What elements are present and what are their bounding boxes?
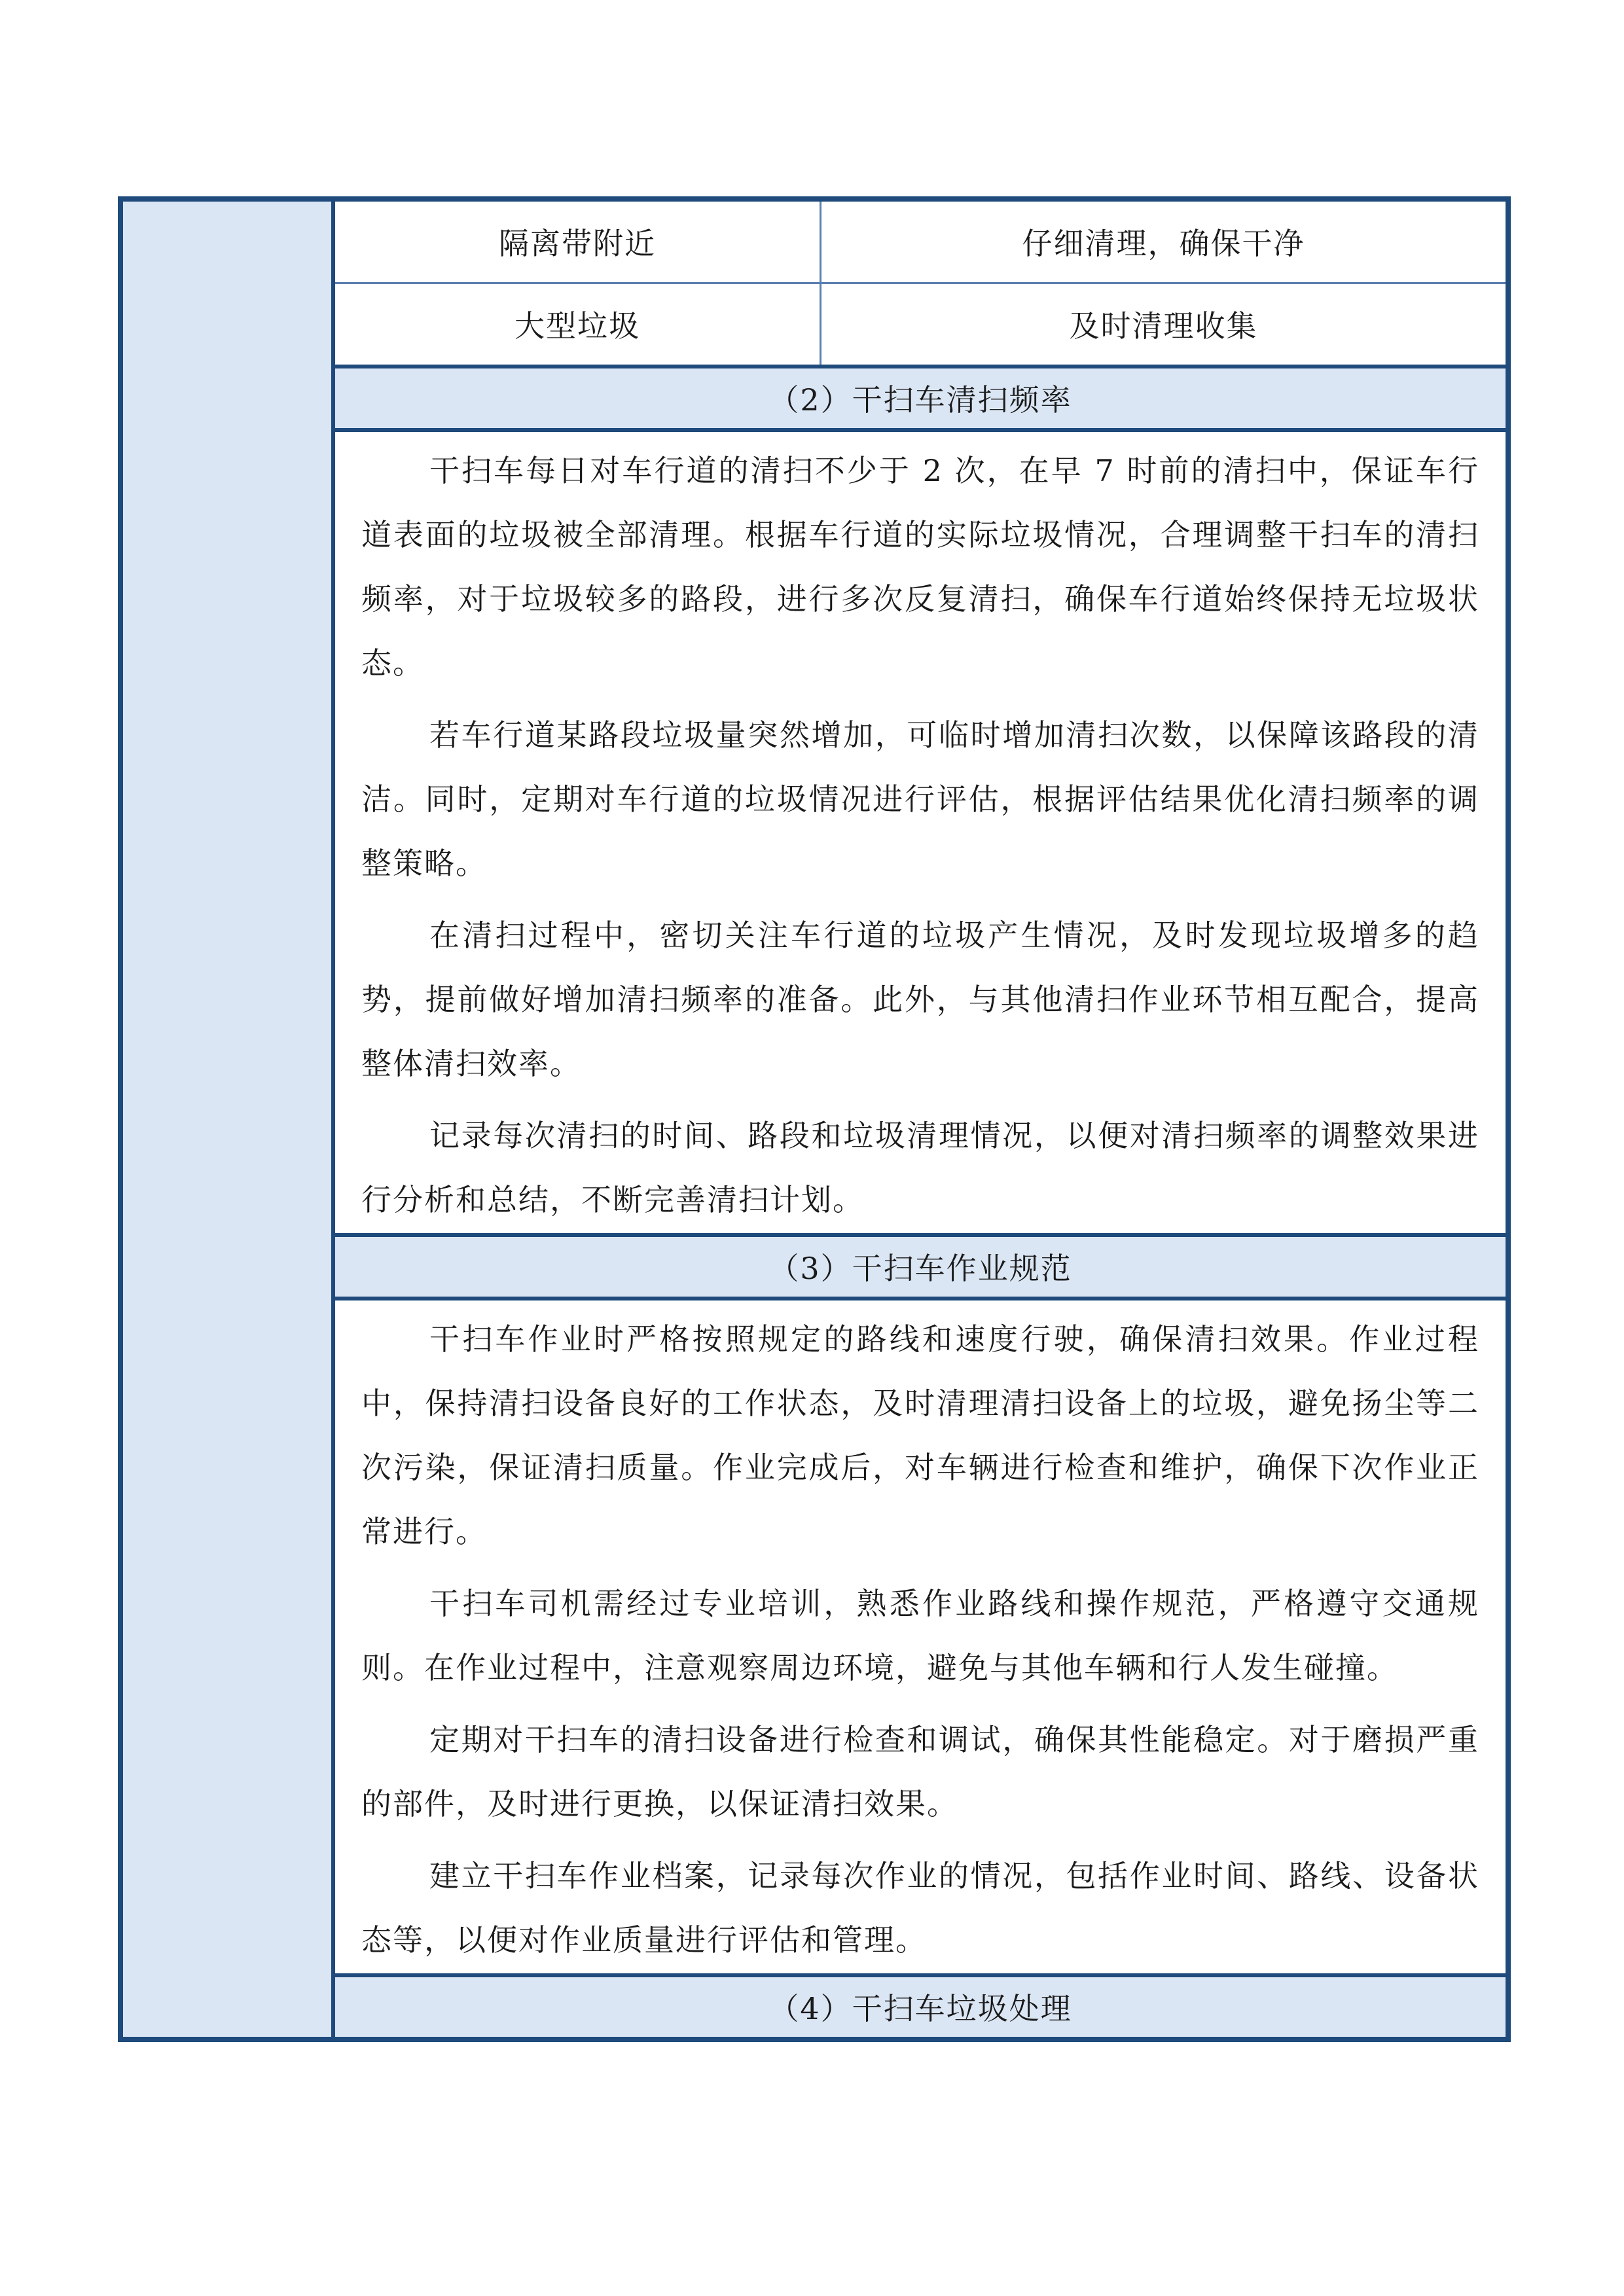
table-left-column: [123, 202, 335, 2037]
paragraph: 干扫车每日对车行道的清扫不少于 2 次，在早 7 时前的清扫中，保证车行道表面的垃圾被全部清理。根据车行道的实际垃圾情况，合理调整干扫车的清扫频率，对于垃圾较多的路段，进行多次反复清扫，确保车行道始终保持无垃圾状态。: [361, 452, 1479, 681]
section-header: （2）干扫车清扫频率: [335, 368, 1506, 432]
table-right-column: [335, 202, 1506, 2037]
paragraph: 若车行道某路段垃圾量突然增加，可临时增加清扫次数，以保障该路段的清洁。同时，定期对车行道的垃圾情况进行评估，根据评估结果优化清扫频率的调整策略。: [361, 717, 1479, 881]
section-body: [335, 1300, 1506, 1973]
section-header: （3）干扫车作业规范: [335, 1233, 1506, 1300]
table-cell: 及时清理收集: [1069, 308, 1258, 344]
table-row: [335, 284, 1506, 368]
paragraph: 定期对干扫车的清扫设备进行检查和调试，确保其性能稳定。对于磨损严重的部件，及时进行更换，以保证清扫效果。: [361, 1721, 1479, 1821]
paragraph: 在清扫过程中，密切关注车行道的垃圾产生情况，及时发现垃圾增多的趋势，提前做好增加清扫频率的准备。此外，与其他清扫作业环节相互配合，提高整体清扫效率。: [361, 917, 1479, 1081]
table-cell: 隔离带附近: [335, 202, 821, 282]
table-row: [335, 202, 1506, 284]
section-header: （4）干扫车垃圾处理: [335, 1973, 1506, 2037]
table-cell: 仔细清理，确保干净: [1022, 226, 1305, 262]
paragraph: 干扫车作业时严格按照规定的路线和速度行驶，确保清扫效果。作业过程中，保持清扫设备良好的工作状态，及时清理清扫设备上的垃圾，避免扬尘等二次污染，保证清扫质量。作业完成后，对车辆进行检查和维护，确保下次作业正常进行。: [361, 1321, 1479, 1549]
paragraph: 建立干扫车作业档案，记录每次作业的情况，包括作业时间、路线、设备状态等，以便对作业质量进行评估和管理。: [361, 1857, 1479, 1958]
section-body: [335, 432, 1506, 1233]
paragraph: 干扫车司机需经过专业培训，熟悉作业路线和操作规范，严格遵守交通规则。在作业过程中，注意观察周边环境，避免与其他车辆和行人发生碰撞。: [361, 1585, 1479, 1685]
table-cell: 大型垃圾: [335, 284, 821, 365]
paragraph: 记录每次清扫的时间、路段和垃圾清理情况，以便对清扫频率的调整效果进行分析和总结，不断完善清扫计划。: [361, 1117, 1479, 1217]
content-table: [118, 196, 1511, 2042]
